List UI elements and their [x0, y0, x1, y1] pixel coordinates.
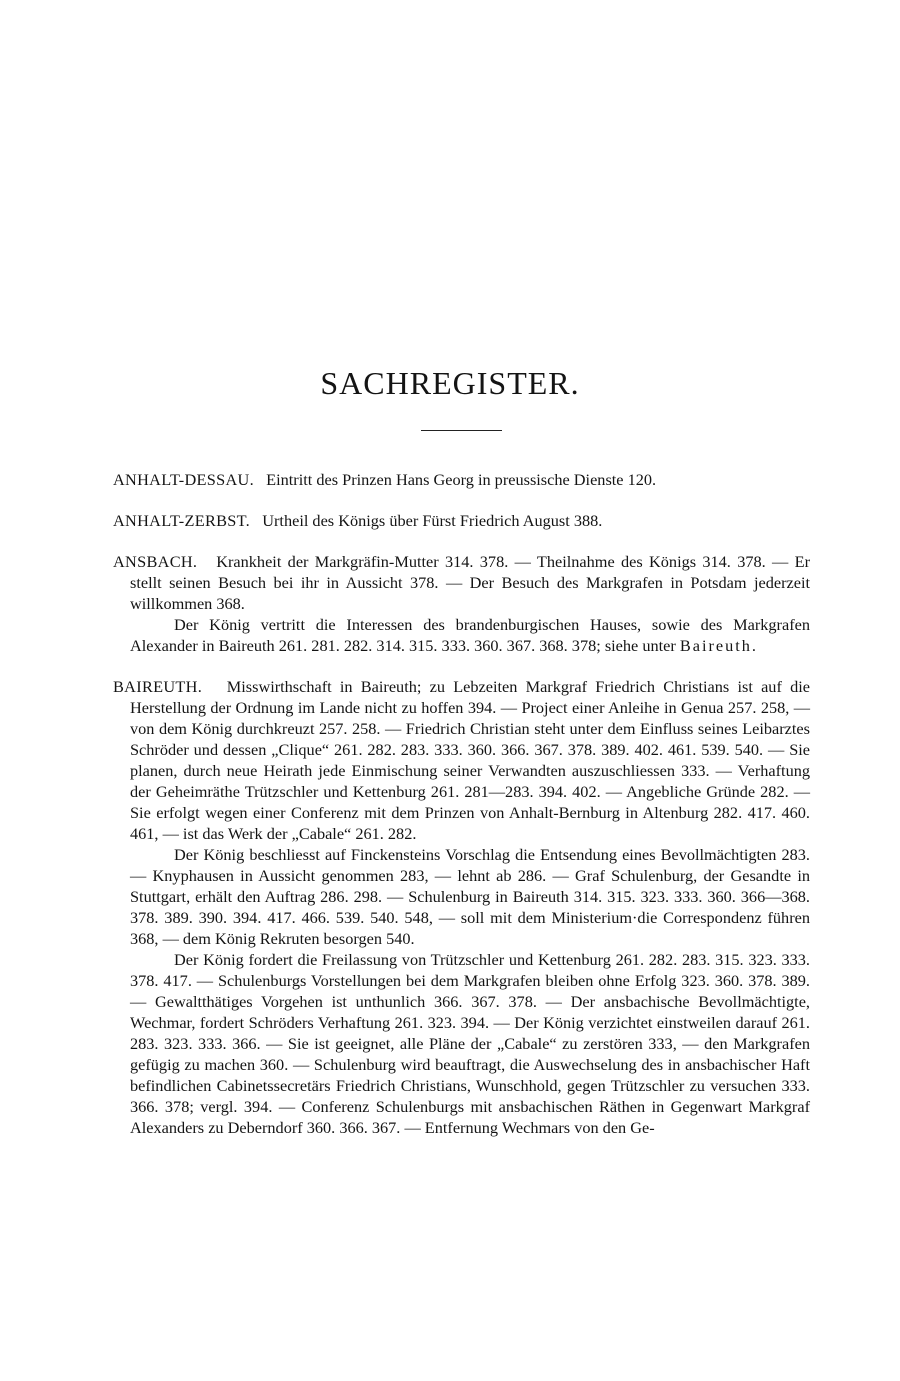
index-entry-anhalt-dessau — [113, 469, 810, 490]
entry-paragraph — [130, 614, 810, 656]
see-also-reference: Baireuth. — [679, 636, 759, 655]
entry-text: Urtheil des Königs über Fürst Friedrich August 388. — [262, 511, 603, 530]
index-entry-ansbach — [113, 551, 810, 656]
entry-heading: ANHALT-ZERBST. — [113, 511, 251, 530]
entry-text: Der König vertritt die Interessen des brandenburgischen Hauses, sowie des Markgrafen Alexander in Baireuth 261. 281. 282. 314. 315. 333. 360. 367. 368. 378; siehe unter — [130, 615, 810, 655]
entry-heading: ANHALT-DESSAU. — [113, 470, 254, 489]
entry-heading: ANSBACH. — [113, 552, 198, 571]
page-title: SACHREGISTER. — [320, 365, 580, 401]
entry-text: Eintritt des Prinzen Hans Georg in preussische Dienste 120. — [266, 470, 657, 489]
index-entries — [113, 469, 810, 1138]
index-entry-anhalt-zerbst — [113, 510, 810, 531]
entry-paragraph: Der König fordert die Freilassung von Trützschler und Kettenburg 261. 282. 283. 315. 323. 333. 378. 417. — Schulenburgs Vorstellungen bei dem Markgrafen bleiben ohne Erfolg 323. 360. 378. 389. — Gewaltthätiges Vorgehen ist unthunlich 366. 367. 378. — Der ansbachische Bevollmächtigte, Wechmar, fordert Schröders Verhaftung 261. 323. 394. — Der König verzichtet einstweilen darauf 261. 283. 323. 333. 366. — Sie ist geeignet, alle Pläne der „Cabale“ zu zerstören 333, — den Markgrafen gefügig zu machen 360. — Schulenburg wird beauftragt, die Auswechselung des in ansbachischer Haft befindlichen Cabinetssecretärs Friedrich Christians, Wunschhold, gegen Trützschler zu versuchen 333. 366. 378; vergl. 394. — Conferenz Schulenburgs mit ansbachischen Räthen in Gegenwart Markgraf Alexanders zu Deberndorf 360. 366. 367. — Entfernung Wechmars von den Ge- — [130, 950, 810, 1137]
entry-heading: BAIREUTH. — [113, 677, 203, 696]
title-divider — [421, 430, 502, 431]
entry-text: Krankheit der Markgräfin-Mutter 314. 378. — Theilnahme des Königs 314. 378. — Er stellt seinen Besuch bei ihr in Aussicht 378. — Der Besuch des Markgrafen in Potsdam jederzeit willkommen 368. — [130, 552, 810, 613]
index-entry-baireuth — [113, 676, 810, 1138]
entry-text: Misswirthschaft in Baireuth; zu Lebzeiten Markgraf Friedrich Christians ist auf die Herstellung der Ordnung im Lande nicht zu hoffen 394. — Project einer Anleihe in Genua 257. 258, — von dem König durchkreuzt 257. 258. — Friedrich Christian steht unter dem Einfluss seines Leibarztes Schröder und dessen „Clique“ 261. 282. 283. 333. 360. 366. 367. 378. 389. 402. 461. 539. 540. — Sie planen, durch neue Heirath jede Einmischung seiner Verwandten auszuschliessen 333. — Verhaftung der Geheimräthe Trützschler und Kettenburg 261. 281—283. 394. 402. — Angebliche Gründe 282. — Sie erfolgt wegen einer Conferenz mit dem Prinzen von Anhalt-Bernburg in Altenburg 282. 417. 460. 461, — ist das Werk der „Cabale“ 261. 282. — [130, 677, 810, 843]
entry-paragraph: Der König beschliesst auf Finckensteins Vorschlag die Entsendung eines Bevollmächtigten 283. — Knyphausen in Aussicht genommen 283, — lehnt ab 286. — Graf Schulenburg, der Gesandte in Stuttgart, erhält den Auftrag 286. 298. — Schulenburg in Baireuth 314. 315. 323. 333. 360. 366—368. 378. 389. 390. 394. 417. 466. 539. 540. 548, — soll mit dem Ministerium·die Correspondenz führen 368, — dem König Rekruten besorgen 540. — [130, 845, 810, 948]
